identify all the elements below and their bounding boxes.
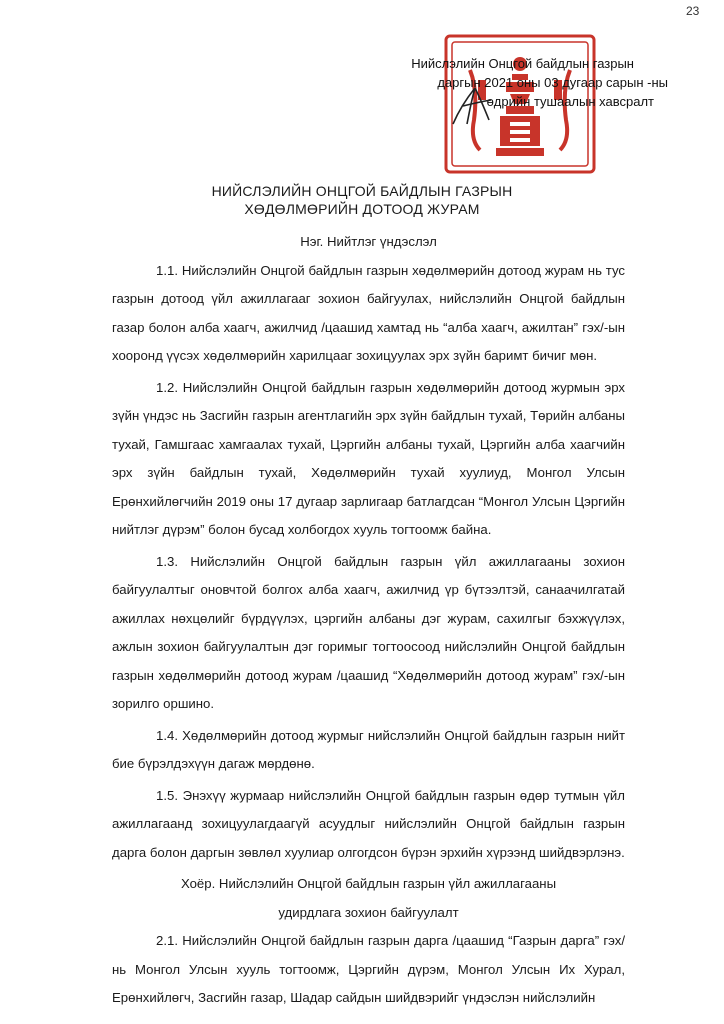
handwritten-signature-icon <box>445 80 505 130</box>
title-line-1: НИЙСЛЭЛИЙН ОНЦГОЙ БАЙДЛЫН ГАЗРЫН <box>211 183 513 199</box>
decree-line-2: даргын 2021 оны 03 дугаар сарын -ны <box>437 75 668 90</box>
page-number: 23 <box>686 4 700 18</box>
paragraph-1-4: 1.4. Хөдөлмөрийн дотоод журмыг нийслэлийн Онцгой байдлын газрын нийт бие бүрэлдэхүүн дагаж мөрдөнө. <box>112 727 625 771</box>
decree-line-1: Нийслэлийн Онцгой байдлын газрын <box>411 56 634 71</box>
paragraph-1-2: 1.2. Нийслэлийн Онцгой байдлын газрын хөдөлмөрийн дотоод журмын эрх зүйн үндэс нь Засгийн газрын агентлагийн эрх зүйн байдлын тухай, Төрийн албаны тухай, Гамшгаас хамгаалах тухай, Цэргийн албаны тухай, Цэргийн алба хаагчийн эрх зүйн байдлын тухай, Хөдөлмөрийн тухай хуулиуд, Монгол Улсын Ерөнхийлөгчийн 2019 оны 17 дугаар зарлигаар батлагдсан “Монгол Улсын Цэргийн нийтлэг дүрэм” болон бусад холбогдох хууль тогтоомж байна. <box>112 379 625 537</box>
title-line-2: ХӨДӨЛМӨРИЙН ДОТООД ЖУРАМ <box>244 201 480 217</box>
section-heading <box>112 228 625 257</box>
section-one-heading: Нэг. Нийтлэг үндэслэл <box>300 234 437 249</box>
paragraph-1-1: 1.1. Нийслэлийн Онцгой байдлын газрын хөдөлмөрийн дотоод журам нь тус газрын дотоод үйл ажиллагааг зохион байгуулах, нийслэлийн Онцгой байдлын газар болон алба хаагч, ажилчид /цаашид хамтад нь “алба хаагч, ажилтан” гэх/-ын хооронд үүсэх хөдөлмөрийн харилцааг зохицуулах эрх зүйн баримт бичиг мөн. <box>112 262 625 363</box>
decree-attachment-note <box>360 54 700 111</box>
section-two-heading-line-2: удирдлага зохион байгуулалт <box>278 904 459 920</box>
decree-line-3: өдрийн тушаалын хавсралт <box>486 94 654 109</box>
section-two-heading-line-1: Хоёр. Нийслэлийн Онцгой байдлын газрын үйл ажиллагааны <box>180 876 557 891</box>
document-body <box>112 228 625 1013</box>
paragraph-1-5: 1.5. Энэхүү журмаар нийслэлийн Онцгой байдлын газрын өдөр тутмын үйл ажиллагаанд зохицуулагдаагүй асуудлыг нийслэлийн Онцгой байдлын газрын дарга болон даргын зөвлөл хуулиар олгогдсон бүрэн эрхийн хүрээнд шийдвэрлэнэ. <box>112 787 625 860</box>
section-heading <box>112 870 625 927</box>
document-title <box>0 182 724 218</box>
paragraph-1-3: 1.3. Нийслэлийн Онцгой байдлын газрын үйл ажиллагааны зохион байгуулалтыг оновчтой болгох алба хаагч, ажилчид үр бүтээлтэй, санаачилгатай ажиллах нөхцөлийг бүрдүүлэх, цэргийн албаны дэг журам, сахилгыг бэхжүүлэх, ажлын зохион байгуулалтын дэг горимыг тогтоосоод нийслэлийн Онцгой байдлын газрын хөдөлмөрийн дотоод журам /цаашид “Хөдөлмөрийн дотоод журам” гэх/-ын зорилго оршино. <box>112 553 625 711</box>
paragraph-2-1: 2.1. Нийслэлийн Онцгой байдлын газрын дарга /цаашид “Газрын дарга” гэх/ нь Монгол Улсын хууль тогтоомж, Цэргийн дүрэм, Монгол Улсын Их Хурал, Ерөнхийлөгч, Засгийн газар, Шадар сайдын шийдвэрийг үндэслэн нийслэлийн <box>112 933 625 1005</box>
